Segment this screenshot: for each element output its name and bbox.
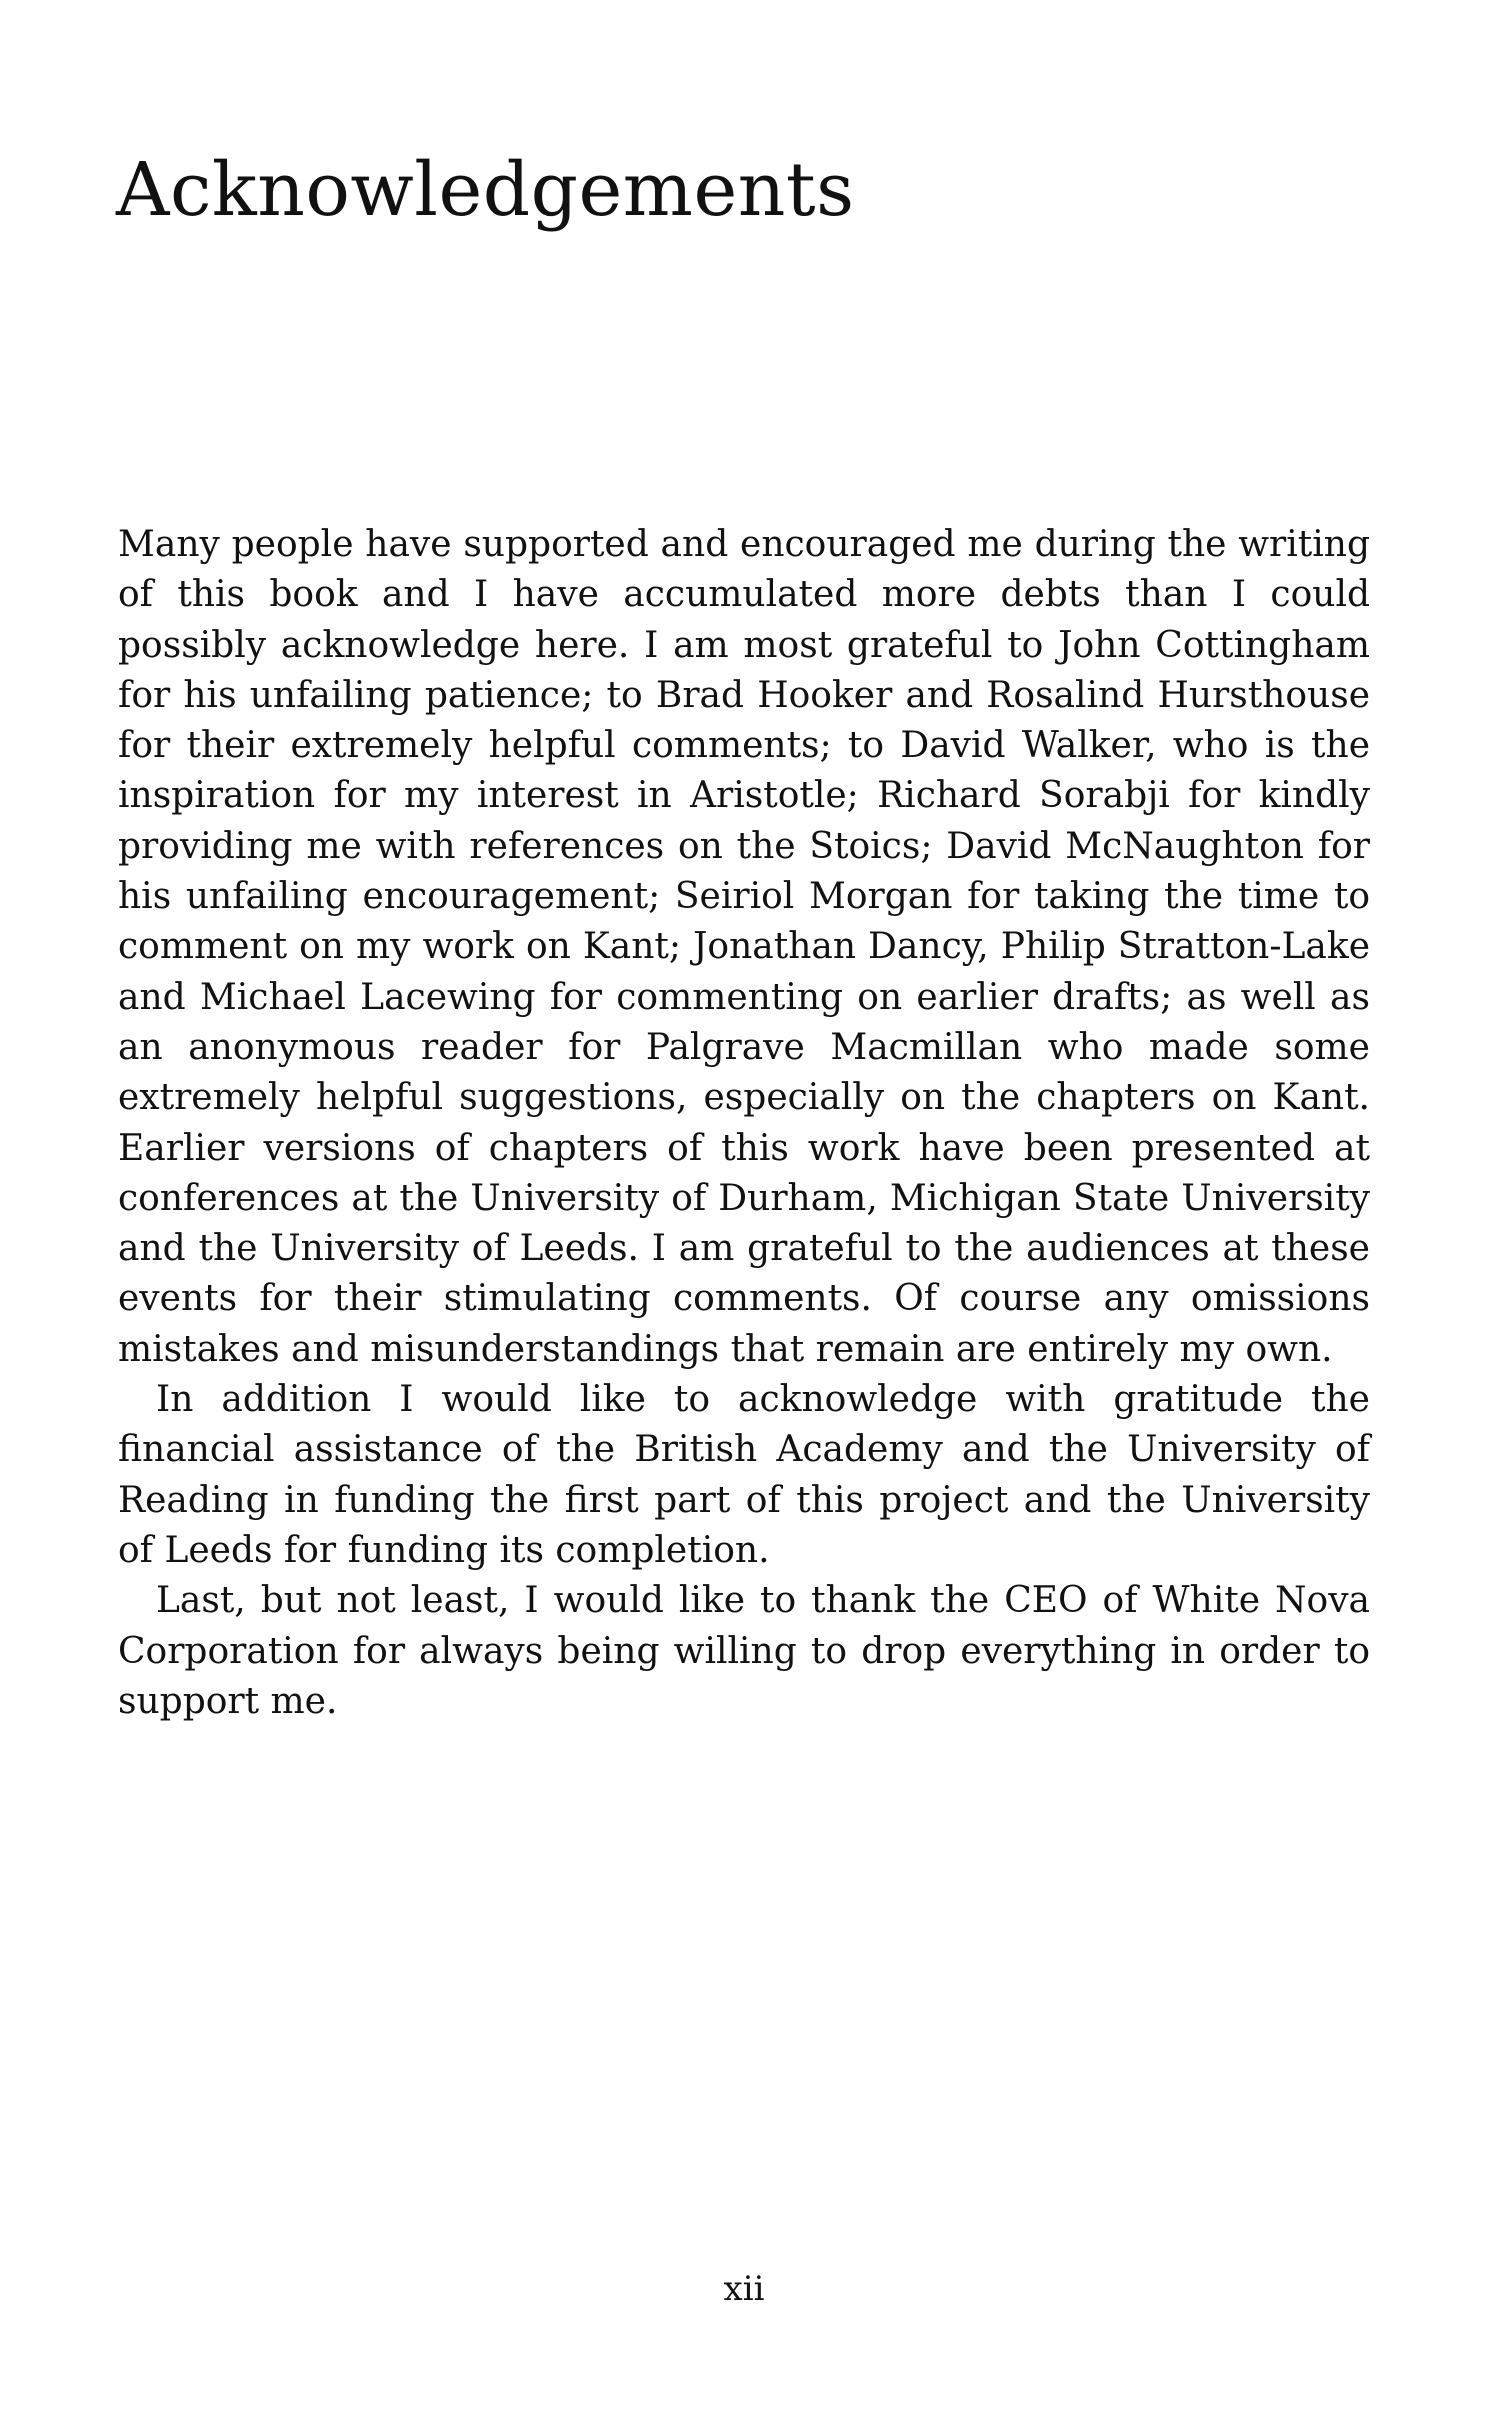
paragraph-1: Many people have supported and encouraged me during the writing of this book and I have accumulated more debts than I could possibly acknowledge here. I am most grateful to John Cottingham for his unfailing patience; to Brad Hooker and Rosalind Hursthouse for their extremely helpful comments; to David Walker, who is the inspiration for my interest in Aristotle; Richard Sorabji for kindly providing me with references on the Stoics; David McNaughton for his unfailing encouragement; Seiriol Morgan for taking the time to comment on my work on Kant; Jonathan Dancy, Philip Stratton-Lake and Michael Lacewing for commenting on earlier drafts; as well as an anonymous reader for Palgrave Macmillan who made some extremely helpful suggestions, especially on the chapters on Kant. Earlier versions of chapters of this work have been presented at conferences at the University of Durham, Michigan State University and the University of Leeds. I am grateful to the audiences at these events for their stimulating comments. Of course any omissions mistakes and misunderstandings that remain are entirely my own. (118, 524, 1370, 1370)
page-title: Acknowledgements (116, 147, 855, 233)
page-number: xii (723, 2269, 765, 2309)
paragraph-2: In addition I would like to acknowledge with gratitude the financial assistance of the British Academy and the University of Reading in funding the first part of this project and the University of Leeds for funding its completion. (118, 1379, 1370, 1571)
paragraph-3: Last, but not least, I would like to thank the CEO of White Nova Corporation for always being willing to drop everything in order to support me. (118, 1580, 1370, 1722)
acknowledgements-body (118, 520, 1370, 1727)
